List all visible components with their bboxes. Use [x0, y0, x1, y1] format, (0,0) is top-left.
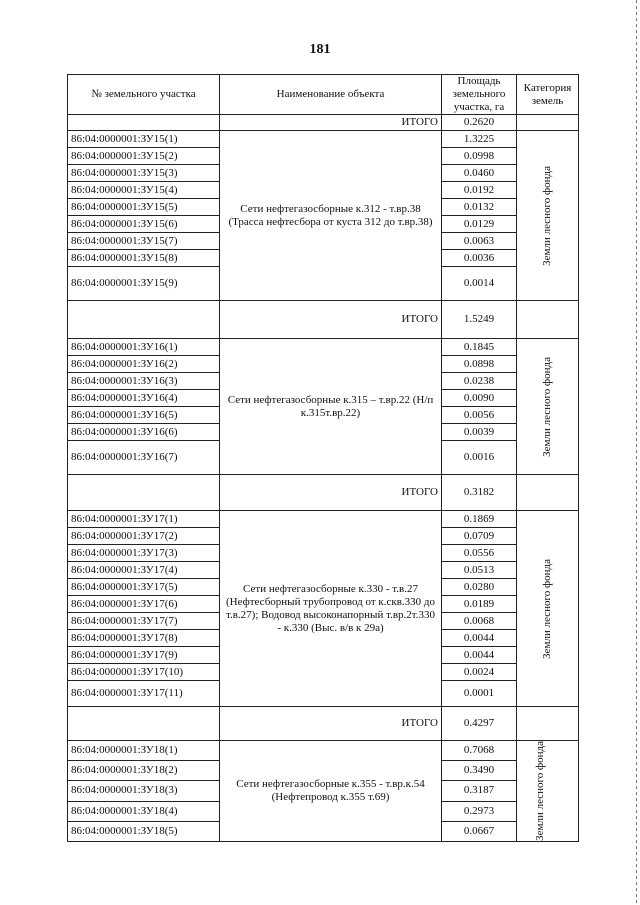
plot-id-cell: 86:04:0000001:ЗУ16(4) [68, 390, 220, 407]
page-number: 181 [309, 42, 331, 57]
header-category: Категория земель [517, 75, 579, 115]
plot-id-cell: 86:04:0000001:ЗУ17(10) [68, 664, 220, 681]
total-empty-category [517, 475, 579, 511]
plot-id-cell: 86:04:0000001:ЗУ17(7) [68, 613, 220, 630]
area-cell: 0.1869 [442, 511, 517, 528]
area-cell: 0.0998 [442, 148, 517, 165]
plot-id-cell: 86:04:0000001:ЗУ15(8) [68, 250, 220, 267]
plot-id-cell: 86:04:0000001:ЗУ18(4) [68, 801, 220, 821]
area-cell: 0.0036 [442, 250, 517, 267]
total-label: ИТОГО [220, 707, 442, 741]
plot-id-cell: 86:04:0000001:ЗУ16(1) [68, 339, 220, 356]
plot-id-cell: 86:04:0000001:ЗУ16(7) [68, 441, 220, 475]
header-area: Площадь земельного участка, га [442, 75, 517, 115]
plot-id-cell: 86:04:0000001:ЗУ15(7) [68, 233, 220, 250]
area-cell: 0.0192 [442, 182, 517, 199]
area-cell: 0.3187 [442, 781, 517, 801]
total-row [68, 301, 579, 339]
object-name-cell: Сети нефтегазосборные к.330 - т.в.27 (Нефтесборный трубопровод от к.скв.330 до т.в.27); Водовод высоконапорный т.вр.2т.330 - к.330 (Выс. в/в к 29а) [220, 511, 442, 707]
area-cell: 0.0016 [442, 441, 517, 475]
category-cell [517, 131, 579, 301]
category-label: Земли лесного фонда [540, 558, 553, 659]
area-cell: 0.0129 [442, 216, 517, 233]
plot-id-cell: 86:04:0000001:ЗУ15(4) [68, 182, 220, 199]
plot-id-cell: 86:04:0000001:ЗУ17(4) [68, 562, 220, 579]
area-cell: 0.0044 [442, 647, 517, 664]
area-cell: 0.0090 [442, 390, 517, 407]
area-cell: 0.0513 [442, 562, 517, 579]
total-value: 0.4297 [442, 707, 517, 741]
total-label: ИТОГО [220, 301, 442, 339]
area-cell: 0.0709 [442, 528, 517, 545]
plot-id-cell: 86:04:0000001:ЗУ17(3) [68, 545, 220, 562]
land-plots-table [67, 74, 579, 842]
area-cell: 0.0898 [442, 356, 517, 373]
total-row [68, 475, 579, 511]
plot-id-cell: 86:04:0000001:ЗУ15(6) [68, 216, 220, 233]
total-value: 1.5249 [442, 301, 517, 339]
plot-id-cell: 86:04:0000001:ЗУ16(6) [68, 424, 220, 441]
total-empty-category [517, 707, 579, 741]
area-cell: 0.0238 [442, 373, 517, 390]
plot-id-cell: 86:04:0000001:ЗУ17(6) [68, 596, 220, 613]
area-cell: 0.0024 [442, 664, 517, 681]
area-cell: 0.0460 [442, 165, 517, 182]
area-cell: 0.0014 [442, 267, 517, 301]
area-cell: 0.0280 [442, 579, 517, 596]
total-empty-category [517, 115, 579, 131]
total-empty-category [517, 301, 579, 339]
area-cell: 0.1845 [442, 339, 517, 356]
area-cell: 0.0039 [442, 424, 517, 441]
header-object-name: Наименование объекта [220, 75, 442, 115]
plot-id-cell: 86:04:0000001:ЗУ16(5) [68, 407, 220, 424]
plot-id-cell: 86:04:0000001:ЗУ18(2) [68, 761, 220, 781]
category-cell [517, 511, 579, 707]
plot-id-cell: 86:04:0000001:ЗУ15(2) [68, 148, 220, 165]
area-cell: 0.2973 [442, 801, 517, 821]
area-cell: 0.3490 [442, 761, 517, 781]
plot-id-cell: 86:04:0000001:ЗУ16(3) [68, 373, 220, 390]
object-name-cell: Сети нефтегазосборные к.315 – т.вр.22 (Н/п к.315т.вр.22) [220, 339, 442, 475]
plot-id-cell: 86:04:0000001:ЗУ17(1) [68, 511, 220, 528]
plot-id-cell: 86:04:0000001:ЗУ17(8) [68, 630, 220, 647]
plot-id-cell: 86:04:0000001:ЗУ17(11) [68, 681, 220, 707]
header-plot-number: № земельного участка [68, 75, 220, 115]
total-row [68, 115, 579, 131]
plot-id-cell: 86:04:0000001:ЗУ15(1) [68, 131, 220, 148]
table-row [68, 339, 579, 356]
area-cell: 0.0189 [442, 596, 517, 613]
plot-id-cell: 86:04:0000001:ЗУ15(3) [68, 165, 220, 182]
area-cell: 0.0001 [442, 681, 517, 707]
total-value: 0.2620 [442, 115, 517, 131]
table-row [68, 511, 579, 528]
plot-id-cell: 86:04:0000001:ЗУ17(9) [68, 647, 220, 664]
plot-id-cell: 86:04:0000001:ЗУ18(5) [68, 821, 220, 841]
area-cell: 0.0132 [442, 199, 517, 216]
table-body [68, 115, 579, 842]
category-cell [517, 339, 579, 475]
total-empty-cell [68, 707, 220, 741]
area-cell: 0.0063 [442, 233, 517, 250]
category-cell [517, 741, 579, 842]
object-name-cell: Сети нефтегазосборные к.355 - т.вр.к.54 (Нефтепровод к.355 т.69) [220, 741, 442, 842]
total-empty-cell [68, 301, 220, 339]
plot-id-cell: 86:04:0000001:ЗУ17(5) [68, 579, 220, 596]
plot-id-cell: 86:04:0000001:ЗУ16(2) [68, 356, 220, 373]
area-cell: 1.3225 [442, 131, 517, 148]
area-cell: 0.7068 [442, 741, 517, 761]
plot-id-cell: 86:04:0000001:ЗУ15(5) [68, 199, 220, 216]
table-row [68, 131, 579, 148]
category-label: Земли лесного фонда [533, 741, 546, 841]
area-cell: 0.0044 [442, 630, 517, 647]
total-label: ИТОГО [220, 475, 442, 511]
table-row [68, 741, 579, 761]
area-cell: 0.0667 [442, 821, 517, 841]
area-cell: 0.0068 [442, 613, 517, 630]
plot-id-cell: 86:04:0000001:ЗУ15(9) [68, 267, 220, 301]
total-label: ИТОГО [220, 115, 442, 131]
object-name-cell: Сети нефтегазосборные к.312 - т.вр.38 (Трасса нефтесбора от куста 312 до т.вр.38) [220, 131, 442, 301]
plot-id-cell: 86:04:0000001:ЗУ17(2) [68, 528, 220, 545]
category-label: Земли лесного фонда [540, 165, 553, 266]
area-cell: 0.0056 [442, 407, 517, 424]
plot-id-cell: 86:04:0000001:ЗУ18(1) [68, 741, 220, 761]
area-cell: 0.0556 [442, 545, 517, 562]
total-value: 0.3182 [442, 475, 517, 511]
scan-edge [636, 0, 637, 905]
category-label: Земли лесного фонда [540, 356, 553, 457]
plot-id-cell: 86:04:0000001:ЗУ18(3) [68, 781, 220, 801]
total-empty-cell [68, 475, 220, 511]
total-empty-cell [68, 115, 220, 131]
total-row [68, 707, 579, 741]
